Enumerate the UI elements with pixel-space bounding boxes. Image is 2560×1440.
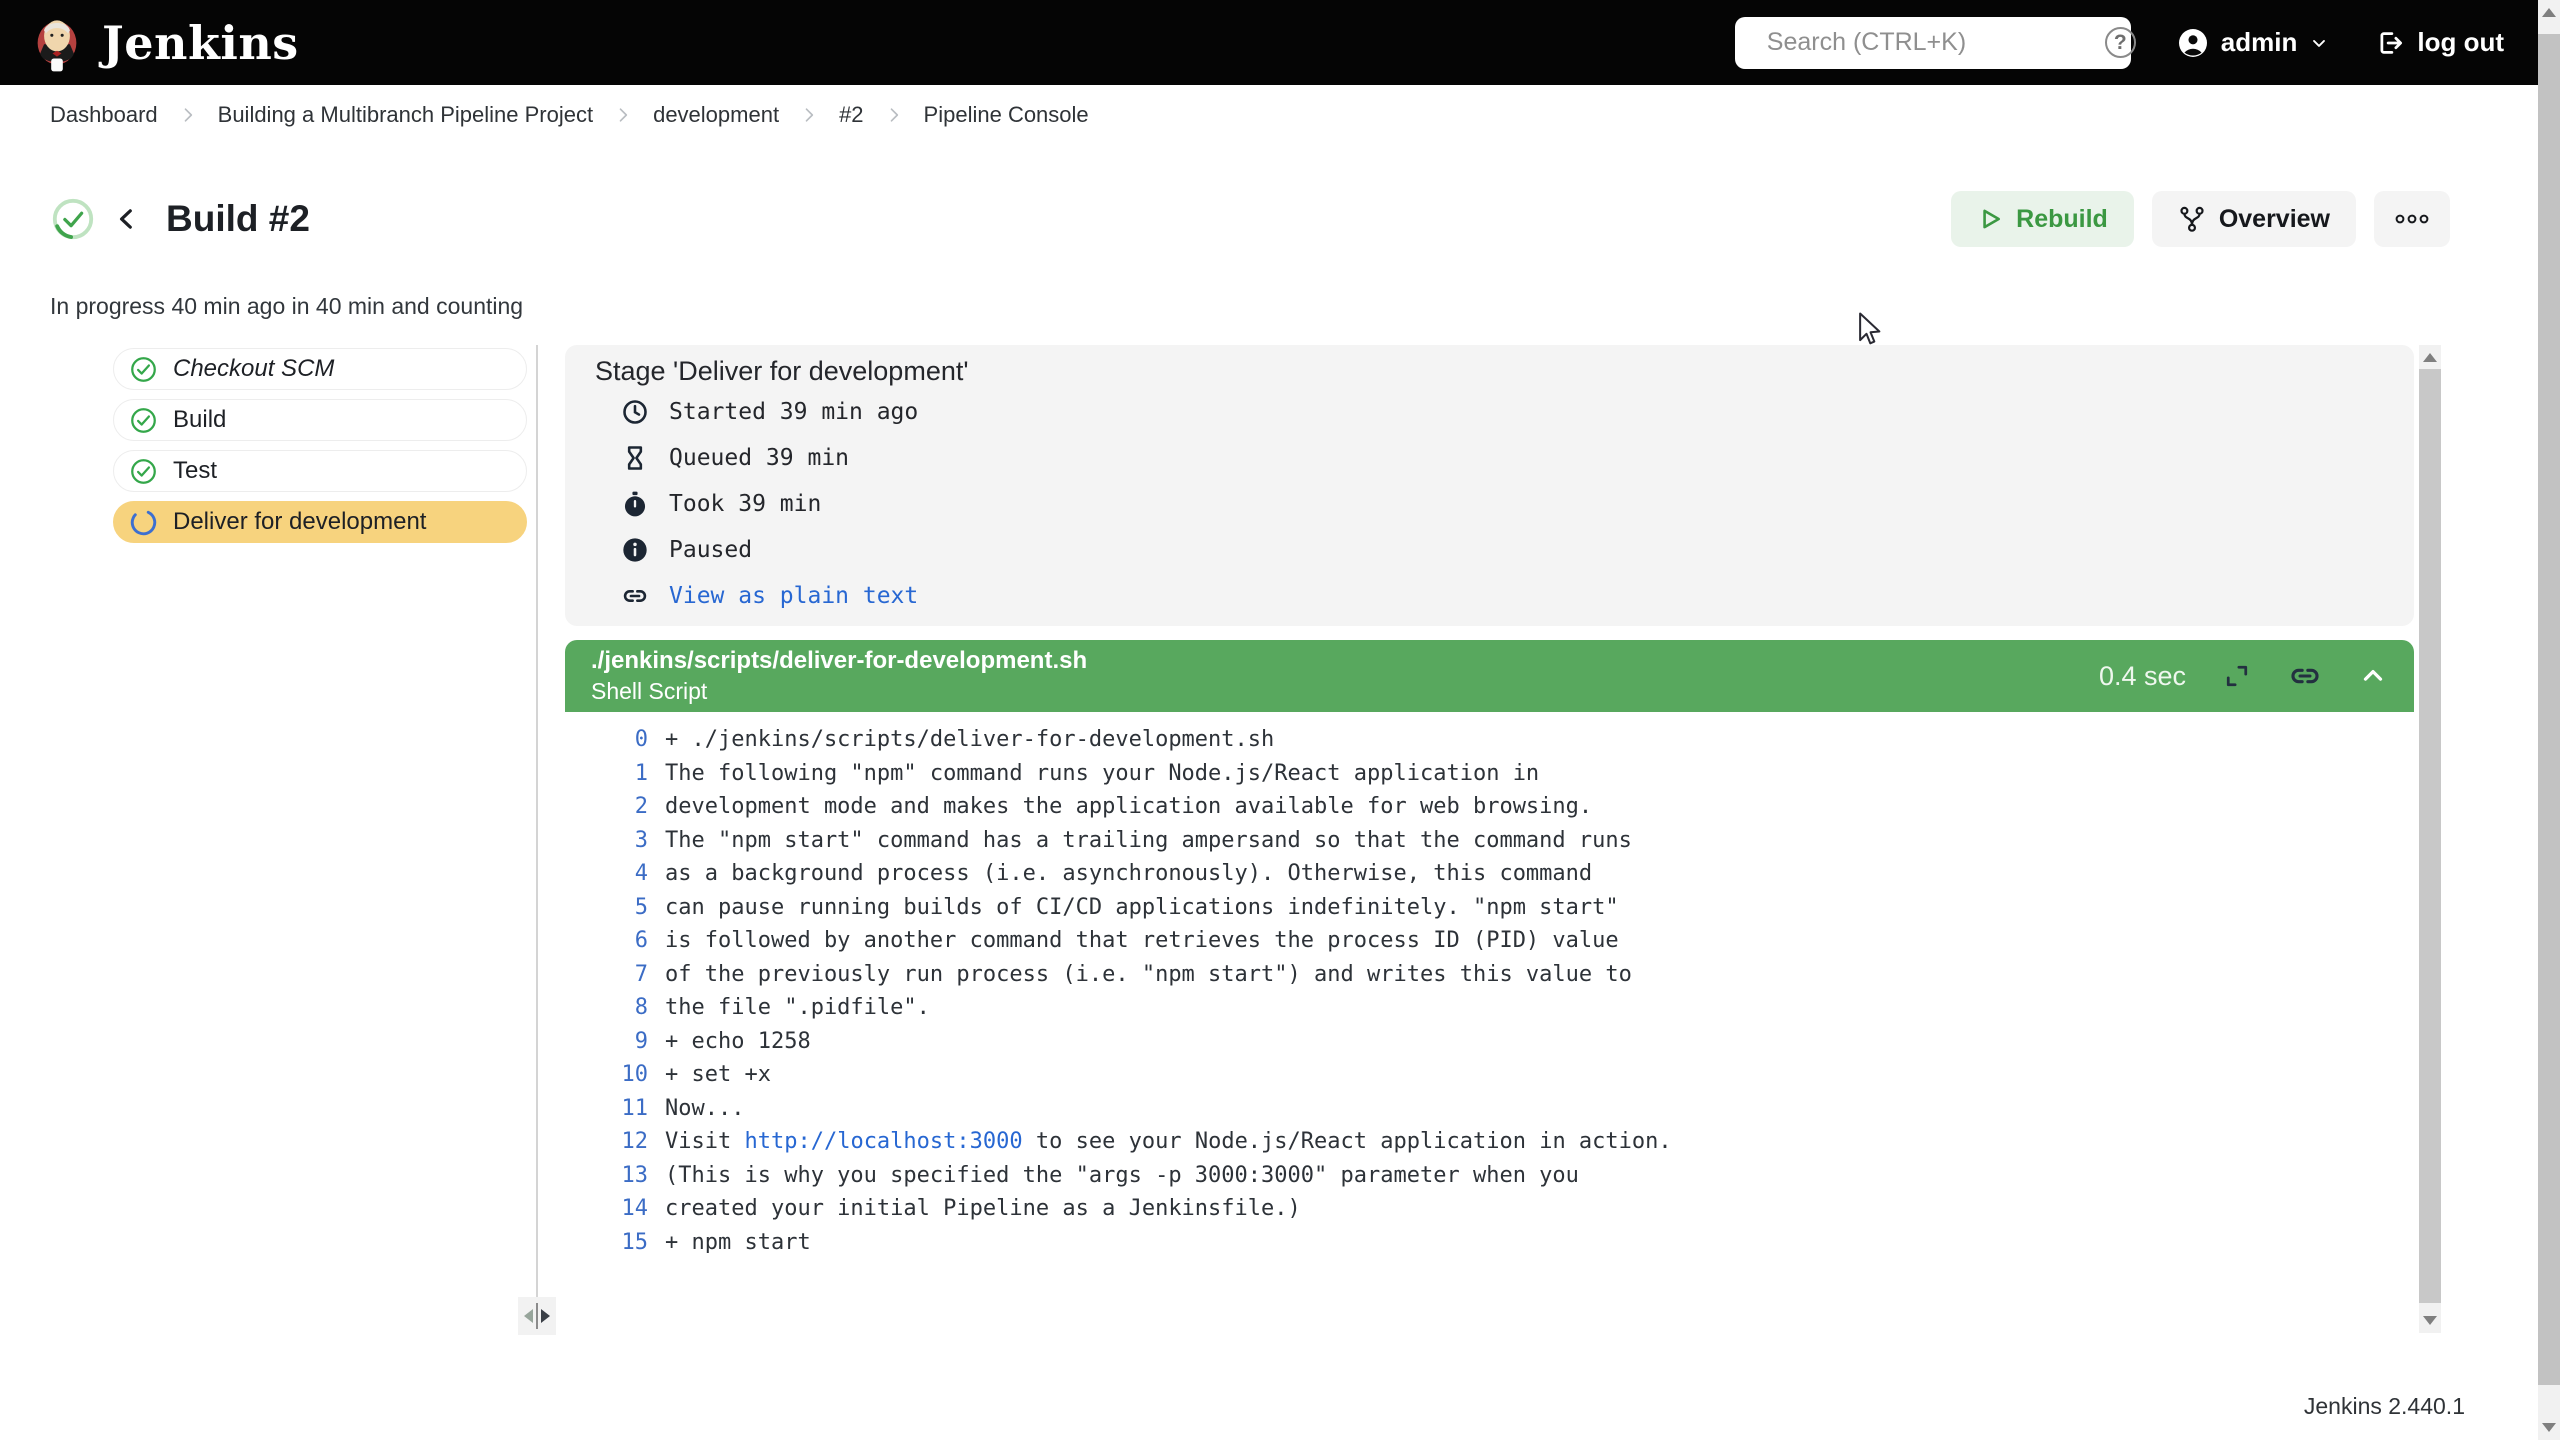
console-line (575, 723, 2414, 757)
mouse-cursor (1853, 311, 1885, 349)
console-line (575, 924, 2414, 958)
console-script-path: ./jenkins/scripts/deliver-for-development.sh (591, 647, 1088, 674)
overview-label: Overview (2218, 204, 2330, 233)
line-text: as a background process (i.e. asynchronously). Otherwise, this command (665, 861, 1593, 887)
more-icon (2394, 213, 2430, 225)
more-actions-button[interactable] (2374, 191, 2450, 247)
username: admin (2220, 27, 2298, 57)
link-icon (2288, 659, 2322, 693)
breadcrumb (0, 85, 2560, 145)
stage-label: Deliver for development (173, 508, 427, 535)
line-text: development mode and makes the application available for web browsing. (665, 794, 1593, 820)
stage-started-text: Started 39 min ago (669, 399, 919, 425)
chevron-down-icon (2309, 33, 2329, 53)
help-icon[interactable]: ? (2105, 27, 2136, 58)
page-scrollbar[interactable] (2538, 0, 2560, 1440)
scroll-up-icon[interactable] (2542, 8, 2556, 17)
line-text: The "npm start" command has a trailing ampersand so that the command runs (665, 827, 1632, 853)
line-text: + ./jenkins/scripts/deliver-for-development.sh (665, 727, 1275, 753)
resize-left-arrow-icon (524, 1309, 533, 1323)
line-number[interactable]: 1 (634, 760, 648, 786)
line-text: + echo 1258 (665, 1028, 811, 1054)
search-box (1735, 17, 2131, 69)
stage-paused-row (621, 527, 2384, 573)
console-line (575, 790, 2414, 824)
step-link-button[interactable] (2288, 659, 2322, 693)
console-header-titles (591, 647, 1087, 705)
console-line (575, 757, 2414, 791)
breadcrumb-build-number[interactable]: #2 (839, 102, 864, 127)
line-text (665, 1129, 1672, 1154)
brand-title: Jenkins (102, 15, 299, 70)
stage-list (113, 348, 527, 543)
overview-button[interactable] (2152, 191, 2356, 247)
line-number[interactable]: 12 (621, 1129, 648, 1155)
rebuild-button[interactable] (1951, 191, 2134, 247)
line-text: + set +x (665, 1062, 771, 1088)
stage-item-test[interactable] (113, 450, 527, 492)
collapse-button[interactable] (2358, 661, 2388, 691)
breadcrumb-chevron-icon (178, 105, 198, 125)
back-icon[interactable] (114, 206, 140, 232)
stage-started-row (621, 389, 2384, 435)
content-scrollbar-thumb[interactable] (2419, 369, 2441, 1303)
clock-icon (621, 398, 649, 426)
scroll-down-icon[interactable] (2423, 1316, 2437, 1325)
console-line (575, 824, 2414, 858)
localhost-link[interactable]: http://localhost:3000 (744, 1129, 1023, 1155)
breadcrumb-pipeline-console[interactable]: Pipeline Console (923, 102, 1089, 127)
stage-took-text: Took 39 min (669, 491, 822, 517)
user-menu[interactable] (2177, 27, 2330, 59)
build-header (50, 186, 2450, 252)
line-number[interactable]: 2 (634, 794, 648, 820)
build-progress-text: In progress 40 min ago in 40 min and counting (50, 293, 524, 319)
stage-label: Build (173, 406, 227, 433)
success-icon (130, 458, 157, 485)
stage-queued-text: Queued 39 min (669, 445, 850, 471)
line-number[interactable]: 3 (634, 827, 648, 853)
sidebar-resize-handle[interactable] (518, 1297, 556, 1335)
stage-took-row (621, 481, 2384, 527)
stage-info-panel (565, 345, 2414, 626)
breadcrumb-chevron-icon (799, 105, 819, 125)
console-line (575, 1092, 2414, 1126)
view-plain-text-row (621, 573, 2384, 619)
console-output (565, 712, 2414, 1253)
line-text: can pause running builds of CI/CD applications indefinitely. "npm start" (665, 894, 1619, 920)
breadcrumb-branch[interactable]: development (653, 102, 780, 127)
page-title: Build #2 (166, 198, 310, 239)
page-scrollbar-thumb[interactable] (2538, 34, 2560, 1385)
console-line (575, 1192, 2414, 1226)
breadcrumb-chevron-icon (613, 105, 633, 125)
jenkins-home-link[interactable] (28, 12, 299, 74)
play-icon (1977, 206, 2003, 232)
line-text: the file ".pidfile". (665, 995, 930, 1021)
stage-paused-text: Paused (669, 537, 753, 563)
link-icon (621, 582, 649, 610)
success-icon (130, 356, 157, 383)
line-number[interactable]: 10 (621, 1062, 648, 1088)
console-line (575, 891, 2414, 925)
stage-label: Test (173, 457, 218, 484)
line-text: created your initial Pipeline as a Jenkinsfile.) (665, 1196, 1301, 1222)
search-input[interactable] (1765, 27, 2091, 58)
user-avatar-icon (2177, 27, 2209, 59)
logout-button[interactable] (2375, 27, 2504, 58)
hourglass-icon (621, 444, 649, 472)
jenkins-logo-icon (28, 12, 86, 74)
resize-bar (536, 1303, 538, 1329)
build-status-icon (50, 196, 96, 242)
stage-label: Checkout SCM (173, 355, 335, 382)
console-line (575, 857, 2414, 891)
console-card (565, 640, 2414, 1253)
line-text: is followed by another command that retrieves the process ID (PID) value (665, 928, 1619, 954)
running-spinner-icon (130, 509, 157, 536)
line-text: Now... (665, 1095, 745, 1121)
console-line (575, 991, 2414, 1025)
expand-button[interactable] (2222, 661, 2252, 691)
console-line (575, 1025, 2414, 1059)
line-number[interactable]: 4 (634, 861, 648, 887)
line-number[interactable]: 0 (634, 727, 648, 753)
content-scrollbar[interactable] (2419, 345, 2441, 1333)
line-number[interactable]: 11 (621, 1095, 648, 1121)
jenkins-version: Jenkins 2.440.1 (2303, 1393, 2465, 1419)
topbar-right (1735, 17, 2530, 69)
line-text: + npm start (665, 1229, 811, 1253)
success-icon (130, 407, 157, 434)
step-duration: 0.4 sec (2098, 660, 2186, 691)
console-header-actions (2099, 659, 2388, 693)
breadcrumb-dashboard[interactable]: Dashboard (50, 102, 158, 127)
line-number[interactable]: 8 (634, 995, 648, 1021)
console-line (575, 1125, 2414, 1159)
stage-item-build[interactable] (113, 399, 527, 441)
line-number[interactable]: 6 (634, 928, 648, 954)
topbar (0, 0, 2560, 85)
line-text: The following "npm" command runs your Node.js/React application in (665, 760, 1540, 786)
line-number[interactable]: 9 (634, 1028, 648, 1054)
scroll-up-icon[interactable] (2423, 353, 2437, 362)
line-text-after-link: to see your Node.js/React application in action. (1022, 1129, 1672, 1155)
line-number[interactable]: 5 (634, 894, 648, 920)
chevron-up-icon (2358, 661, 2388, 691)
line-number[interactable]: 13 (621, 1162, 648, 1188)
line-number[interactable]: 15 (621, 1229, 648, 1253)
logout-icon (2375, 28, 2405, 58)
console-line (575, 1058, 2414, 1092)
stage-item-checkout-scm[interactable] (113, 348, 527, 390)
console-line (575, 1159, 2414, 1193)
line-text-before-link: Visit (665, 1129, 745, 1155)
view-plain-text-link[interactable]: View as plain text (669, 583, 919, 609)
line-number[interactable]: 14 (621, 1196, 648, 1222)
line-number[interactable]: 7 (634, 961, 648, 987)
stage-queued-row (621, 435, 2384, 481)
breadcrumb-chevron-icon (884, 105, 904, 125)
console-line (575, 958, 2414, 992)
resize-right-arrow-icon (541, 1309, 550, 1323)
logout-label: log out (2417, 27, 2504, 57)
line-text: (This is why you specified the "args -p 3000:3000" parameter when you (665, 1162, 1579, 1188)
console-header[interactable] (565, 640, 2414, 712)
stopwatch-icon (621, 490, 649, 518)
breadcrumb-project[interactable]: Building a Multibranch Pipeline Project (217, 102, 594, 127)
line-text: of the previously run process (i.e. "npm start") and writes this value to (665, 961, 1632, 987)
pipeline-graph-icon (2178, 205, 2206, 233)
stage-panel-title: Stage 'Deliver for development' (595, 355, 969, 386)
rebuild-label: Rebuild (2016, 204, 2108, 233)
console-line (575, 1226, 2414, 1254)
header-buttons (1951, 191, 2450, 247)
console-step-type: Shell Script (591, 678, 708, 704)
info-icon (621, 536, 649, 564)
expand-icon (2222, 661, 2252, 691)
scroll-down-icon[interactable] (2542, 1423, 2556, 1432)
sidebar-divider (536, 345, 538, 1333)
stage-item-deliver-for-development[interactable] (113, 501, 527, 543)
